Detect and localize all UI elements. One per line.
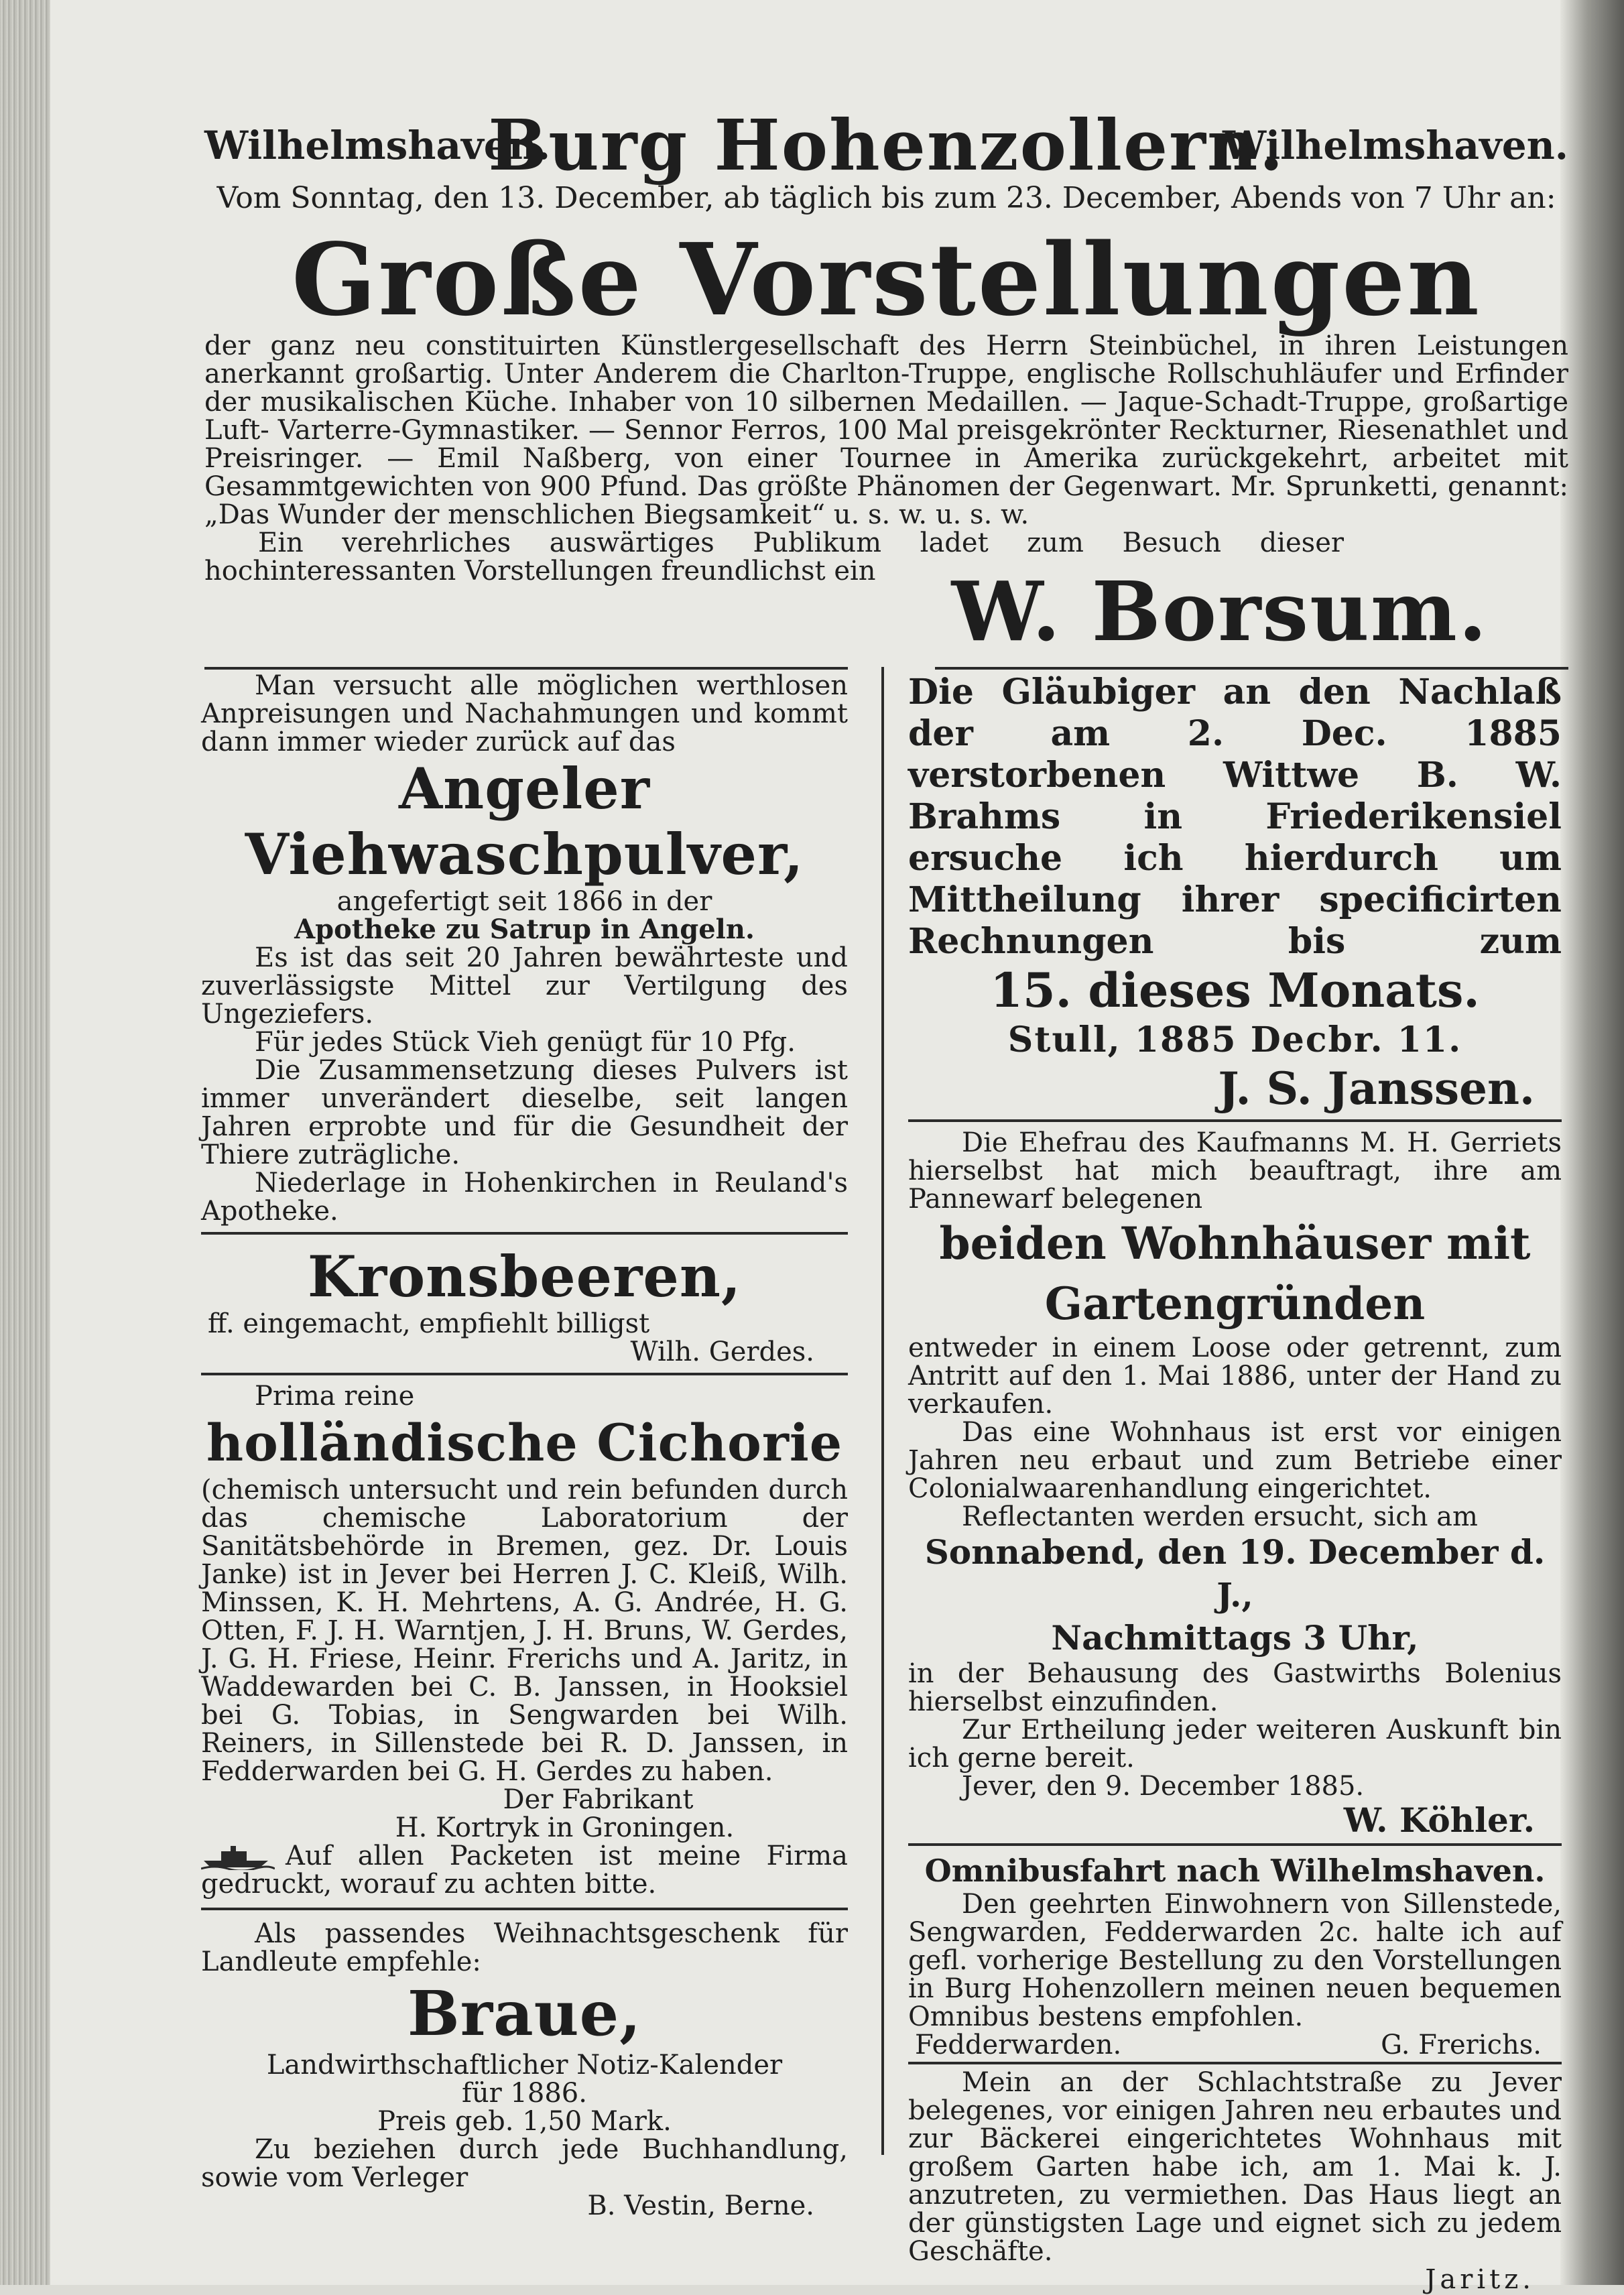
cichorie-note-text: Auf allen Packeten ist meine Firma gedruckt, worauf zu achten bitte. — [201, 1841, 848, 1900]
right-column — [908, 672, 1562, 2294]
viehwaschpulver-title: Angeler Viehwaschpulver, — [245, 755, 804, 887]
kronsbeeren-signature: Wilh. Gerdes. — [630, 1337, 814, 1367]
cichorie-maker-label: Der Fabrikant — [503, 1784, 694, 1815]
nachlass-signature: J. S. Janssen. — [1218, 1062, 1535, 1115]
wohnhaeuser-time: Nachmittags 3 Uhr, — [1051, 1618, 1419, 1658]
viehwaschpulver-p4: Niederlage in Hohenkirchen in Reuland's Apotheke. — [201, 1168, 848, 1227]
performance-title: Große Vorstellungen — [292, 221, 1481, 338]
viehwaschpulver-pharmacy: Apotheke zu Satrup in Angeln. — [294, 914, 755, 945]
ship-logo-icon — [201, 1846, 275, 1870]
nachlass-place-date: Stull, 1885 Decbr. 11. — [1007, 1019, 1462, 1060]
baeckerei-signature: Jaritz. — [1425, 2264, 1535, 2295]
section-divider — [201, 1232, 848, 1235]
cichorie-maker: H. Kortryk in Groningen. — [395, 1812, 735, 1843]
baeckerei-text: Mein an der Schlachtstraße zu Jever belegenes, vor einigen Jahren neu erbautes und zur Bäckerei eingerichtetes Wohnhaus mit großem Garten habe ich, am 1. Mai k. J. anzutreten, zu vermiethen. Das Haus liegt an der günstigsten Lage und eignet sich zu jedem Geschäfte. — [908, 2067, 1562, 2267]
section-divider — [908, 2062, 1562, 2064]
section-divider — [201, 1908, 848, 1910]
braue-price: Preis geb. 1,50 Mark. — [377, 2106, 672, 2137]
wohnhaeuser-title-2: Gartengründen — [1044, 1278, 1426, 1330]
wohnhaeuser-p4: in der Behausung des Gastwirths Bolenius hierselbst einzufinden. — [908, 1658, 1562, 1717]
omnibus-text: Den geehrten Einwohnern von Sillenstede, Sengwarden, Fedderwarden 2c. halte ich auf gefl. vorherige Bestellung zu den Vorstellungen in Burg Hohenzollern meinen neuen bequemen Omnibus bestens empfohlen. — [908, 1889, 1562, 2032]
section-divider — [204, 667, 848, 670]
performance-invite: Ein verehrliches auswärtiges Publikum ladet zum Besuch dieser hochinteressanten Vorstellungen freundlichst ein — [204, 528, 1344, 586]
nachlass-deadline: 15. dieses Monats. — [990, 963, 1480, 1018]
viehwaschpulver-p3: Die Zusammensetzung dieses Pulvers ist immer unverändert dieselbe, seit langen Jahren erprobte und für die Gesundheit der Thiere zuträgliche. — [201, 1055, 848, 1170]
wohnhaeuser-p3: Reflectanten werden ersucht, sich am — [962, 1501, 1478, 1532]
kronsbeeren-text: ff. eingemacht, empfiehlt billigst — [208, 1308, 650, 1339]
section-divider — [908, 1843, 1562, 1846]
wohnhaeuser-p2: Das eine Wohnhaus ist erst vor einigen Jahren neu erbaut und zum Betriebe einer Colonialwaarenhandlung eingerichtet. — [908, 1417, 1562, 1504]
nachlass-text: Die Gläubiger an den Nachlaß der am 2. Dec. 1885 verstorbenen Wittwe B. W. Brahms in Friederikensiel ersuche ich hierdurch um Mittheilung ihrer specificirten Rechnungen bis zum — [908, 672, 1562, 962]
omnibus-title: Omnibusfahrt nach Wilhelmshaven. — [924, 1853, 1546, 1889]
braue-line1: Landwirthschaftlicher Notiz-Kalender — [266, 2050, 783, 2081]
omnibus-signature: G. Frerichs. — [1381, 2030, 1542, 2060]
wohnhaeuser-intro: Die Ehefrau des Kaufmanns M. H. Gerriets hierselbst hat mich beauftragt, ihre am Pannewarf belegenen — [908, 1127, 1562, 1215]
braue-line2: für 1886. — [462, 2078, 587, 2109]
viehwaschpulver-made-since: angefertigt seit 1866 in der — [336, 886, 712, 917]
cichorie-note — [201, 1842, 848, 1898]
performance-body: der ganz neu constituirten Künstlergesellschaft des Herrn Steinbüchel, in ihren Leistungen anerkannt großartig. Unter Anderem die Charlton-Truppe, englische Rollschuhläufer und Erfinder der musikalischen Küche. Inhaber von 10 silbernen Medaillen. — Jaque-Schadt-Truppe, großartige Luft- Varterre-Gymnastiker. — Sennor Ferros, 100 Mal preisgekrönter Reckturner, Riesenathlet und Preisringer. — Emil Naßberg, von einer Tournee in Amerika zurückgekehrt, arbeitet mit Gesammtgewichten von 900 Pfund. Das größte Phänomen der Gegenwart. Mr. Sprunketti, genannt: „Das Wunder der menschlichen Biegsamkeit“ u. s. w. u. s. w. — [204, 330, 1568, 530]
town-right: Wilhelmshaven. — [1222, 123, 1568, 168]
column-divider — [881, 667, 884, 2155]
wohnhaeuser-signature: W. Köhler. — [1343, 1800, 1535, 1840]
performance-description — [204, 332, 1568, 585]
braue-title: Braue, — [407, 1977, 642, 2050]
viehwaschpulver-p2: Für jedes Stück Vieh genügt für 10 Pfg. — [255, 1027, 796, 1058]
performance-dates: Vom Sonntag, den 13. December, ab täglich bis zum 23. December, Abends von 7 Uhr an: — [216, 181, 1556, 215]
wohnhaeuser-date: Sonnabend, den 19. December d. J., — [924, 1532, 1546, 1615]
braue-signature: B. Vestin, Berne. — [587, 2190, 814, 2221]
town-left: Wilhelmshaven. — [204, 123, 551, 168]
viehwaschpulver-p1: Es ist das seit 20 Jahren bewährteste und zuverlässigste Mittel zur Vertilgung des Ungeziefers. — [201, 942, 848, 1030]
borsum-signature: W. Borsum. — [951, 563, 1489, 660]
section-divider — [908, 1119, 1562, 1122]
cichorie-prefix: Prima reine — [255, 1381, 415, 1412]
viehwaschpulver-intro: Man versucht alle möglichen werthlosen Anpreisungen und Nachahmungen und kommt dann immer wieder zurück auf das — [201, 670, 848, 757]
book-spine-edge — [0, 0, 50, 2285]
wohnhaeuser-p5: Zur Ertheilung jeder weiteren Auskunft bin ich gerne bereit. — [908, 1715, 1562, 1774]
page-shadow-edge — [1560, 0, 1624, 2285]
section-divider — [935, 667, 1568, 670]
omnibus-footer — [908, 2031, 1562, 2059]
section-divider — [201, 1373, 848, 1375]
cichorie-title: holländische Cichorie — [206, 1413, 843, 1473]
wohnhaeuser-title-1: beiden Wohnhäuser mit — [939, 1217, 1531, 1269]
cichorie-text: (chemisch untersucht und rein befunden durch das chemische Laboratorium der Sanitätsbehörde in Bremen, gez. Dr. Louis Janke) ist in Jever bei Herren J. C. Kleiß, Wilh. Minssen, K. H. Mehrtens, A. G. Andrée, H. G. Otten, F. J. H. Warntjen, J. H. Bruns, W. Gerdes, J. G. H. Friese, Heinr. Frerichs und A. Jaritz, in Waddewarden bei C. B. Janssen, in Hooksiel bei G. Tobias, in Sengwarden bei Wilh. Reiners, in Sillenstede bei R. D. Janssen, in Fedderwarden bei G. H. Gerdes zu haben. — [201, 1475, 848, 1787]
braue-sale: Zu beziehen durch jede Buchhandlung, sowie vom Verleger — [201, 2134, 848, 2193]
masthead-row — [204, 104, 1568, 186]
masthead-title: Burg Hohenzollern. — [488, 104, 1285, 186]
omnibus-place: Fedderwarden. — [915, 2030, 1122, 2060]
wohnhaeuser-place-date: Jever, den 9. December 1885. — [962, 1771, 1365, 1802]
braue-intro: Als passendes Weihnachtsgeschenk für Landleute empfehle: — [201, 1918, 848, 1977]
wohnhaeuser-p1: entweder in einem Loose oder getrennt, zum Antritt auf den 1. Mai 1886, unter der Hand zu verkaufen. — [908, 1332, 1562, 1420]
left-column — [201, 672, 848, 2220]
kronsbeeren-title: Kronsbeeren, — [307, 1243, 742, 1310]
